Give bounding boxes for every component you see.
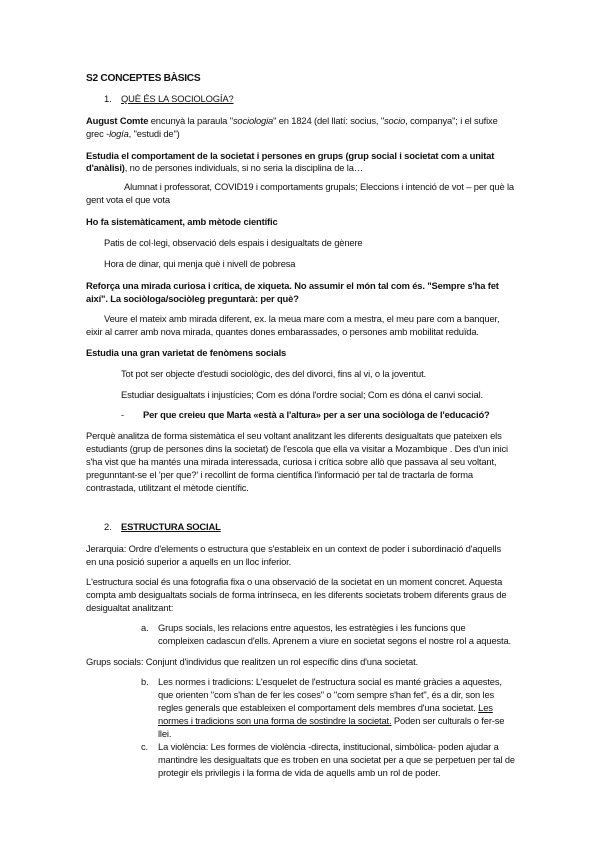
estructura-line-2: compta amb desigualtats socials de forma intrínseca, en les diferents societats trobem diferents graus de (86, 589, 507, 600)
jerarquia-line-2: en una posició superior a aquells en un lloc inferior. (86, 556, 292, 567)
systematic-heading: Ho fa sistemàticament, amb mètode científic (86, 216, 278, 227)
item-b-marker: b. (141, 676, 149, 687)
item-b-l4-text: Poden ser culturals o fer-se (391, 715, 505, 726)
study-line-1: Estudia el comportament de la societat i persones en grups (grup social i societat com a unitat (86, 150, 495, 161)
study-rest: , no de persones individuals, si no seria la disciplina de la… (124, 162, 364, 173)
section-2-heading: ESTRUCTURA SOCIAL (121, 521, 221, 532)
variety-example-2: Estudiar desigualtats i injustícies; Com es dóna l'ordre social; Com es dóna el canvi social. (121, 389, 483, 400)
item-b-l3-text: regles generals que estableixen el comportament dels membres d'una societat. (158, 702, 479, 713)
intro-line-1 (86, 115, 498, 127)
section-1-number: 1. (104, 93, 112, 104)
critical-line-1: Reforça una mirada curiosa i crítica, de xiqueta. No assumir el món tal com és. "Sempre s'ha fet (86, 280, 499, 291)
question-dash: - (121, 409, 124, 420)
intro-bold: August Comte (86, 115, 149, 126)
critical-line-2: així". La sociòloga/sociòleg preguntarà: per què? (86, 293, 299, 304)
section-2-number: 2. (104, 521, 112, 532)
study-bold: d'anàlisi) (86, 162, 125, 173)
variety-example-1: Tot pot ser objecte d'estudi sociològic, des del divorci, fins al vi, o la joventut. (121, 368, 426, 379)
estructura-line-3: desigualtat analitzant: (86, 602, 174, 613)
intro-text-c: , companya"; i el sufixe (405, 115, 498, 126)
intro-l2-a: grec - (86, 128, 110, 139)
intro-text-a: encunyà la paraula " (148, 115, 233, 126)
answer-line-2: estudiants (grup de persones dins la societat) de l'escola que ella va visitar a Mozambique . Des d'un inici (86, 443, 508, 454)
answer-line-5: contrastada, utilitzant el mètode científic. (86, 482, 249, 493)
jerarquia-line-1: Jerarquia: Ordre d'elements o estructura que s'estableix en un context de poder i subordinació d'aquells (86, 543, 502, 554)
grups-definition: Grups socials: Conjunt d'individus que realitzen un rol específic dins d'una societat. (86, 656, 419, 667)
systematic-example-1: Patis de col·legi, observació dels espais i desigualtats de gènere (104, 237, 363, 248)
critical-example-2: eixir al carrer amb nova mirada, quantes dones embarassades, o persones amb mobilitat reduïda. (86, 326, 479, 337)
item-a-line-1: Grups socials, les relacions entre aquestos, les estratègies i les funcions que (158, 622, 466, 633)
intro-italic-2: socio (384, 115, 406, 126)
intro-l2-italic: logía (109, 128, 129, 139)
intro-line-2 (86, 128, 180, 140)
variety-heading: Estudia una gran varietat de fenòmens socials (86, 347, 287, 358)
item-c-line-1: La violència: Les formes de violència -directa, institucional, simbòlica- poden ajudar a (158, 741, 499, 752)
item-c-line-2: mantindre les desigualtats que es troben en una societat per a que se perpetuen per tal de (158, 754, 515, 765)
answer-line-3: s'ha vist que ha mantés una mirada interessada, curiosa i crítica sobre allò que passava al seu voltant, (86, 456, 497, 467)
estructura-line-1: L'estructura social és una fotografia fixa o una observació de la societat en un moment concret. Aquesta (86, 576, 503, 587)
answer-line-1: Perquè analitza de forma sistemàtica el seu voltant analitzant les diferents desigualtats que pateixen els (86, 430, 502, 441)
item-b-line-3 (158, 702, 493, 714)
item-b-l4-underlined: normes i tradicions son una forma de sostindre la societat. (158, 715, 392, 726)
item-b-line-1: Les normes i tradicions: L'esquelet de l'estructura social es manté gràcies a aquestes, (158, 676, 502, 687)
item-b-l3-underlined: Les (478, 702, 493, 713)
critical-example-1: Veure el mateix amb mirada diferent, ex. la meua mare com a mestra, el meu pare com a banquer, (104, 313, 500, 324)
systematic-example-2: Hora de dinar, qui menja què i nivell de pobresa (104, 258, 296, 269)
question-text: Per que creieu que Marta «està a l'altura» per a ser una sociòloga de l'educació? (143, 409, 490, 420)
intro-text-b: " en 1824 (del llatí: socius, " (273, 115, 385, 126)
item-c-marker: c. (141, 741, 148, 752)
study-line-2 (86, 162, 363, 174)
intro-italic-1: sociologia (232, 115, 274, 126)
item-b-line-5: llei. (158, 728, 172, 739)
item-b-line-4 (158, 715, 504, 727)
study-example-2: gent vota el que vota (86, 194, 170, 205)
item-c-line-3: protegir els privilegis i la forma de vida de aquells amb un rol de poder. (158, 767, 441, 778)
item-b-line-2: que orienten "com s'han de fer les coses" o "com sempre s'han fet", és a dir, son les (158, 689, 495, 700)
study-example-1: Alumnat i professorat, COVID19 i comportaments grupals; Eleccions i intenció de vot – per què la (124, 181, 514, 192)
intro-l2-b: , "estudi de") (128, 128, 180, 139)
answer-line-4: pregunntant-se el 'per que?' i recollint de forma científica l'informació per tal de tractarla de forma (86, 469, 473, 480)
item-a-line-2: compleixen cadascun d'ells. Aprenem a viure en societat segons el nostre rol a aquesta. (158, 635, 512, 646)
section-1-heading: QUÈ ÉS LA SOCIOLOGÍA? (121, 93, 234, 104)
item-a-marker: a. (141, 622, 149, 633)
page-title: S2 CONCEPTES BÀSICS (86, 73, 201, 84)
